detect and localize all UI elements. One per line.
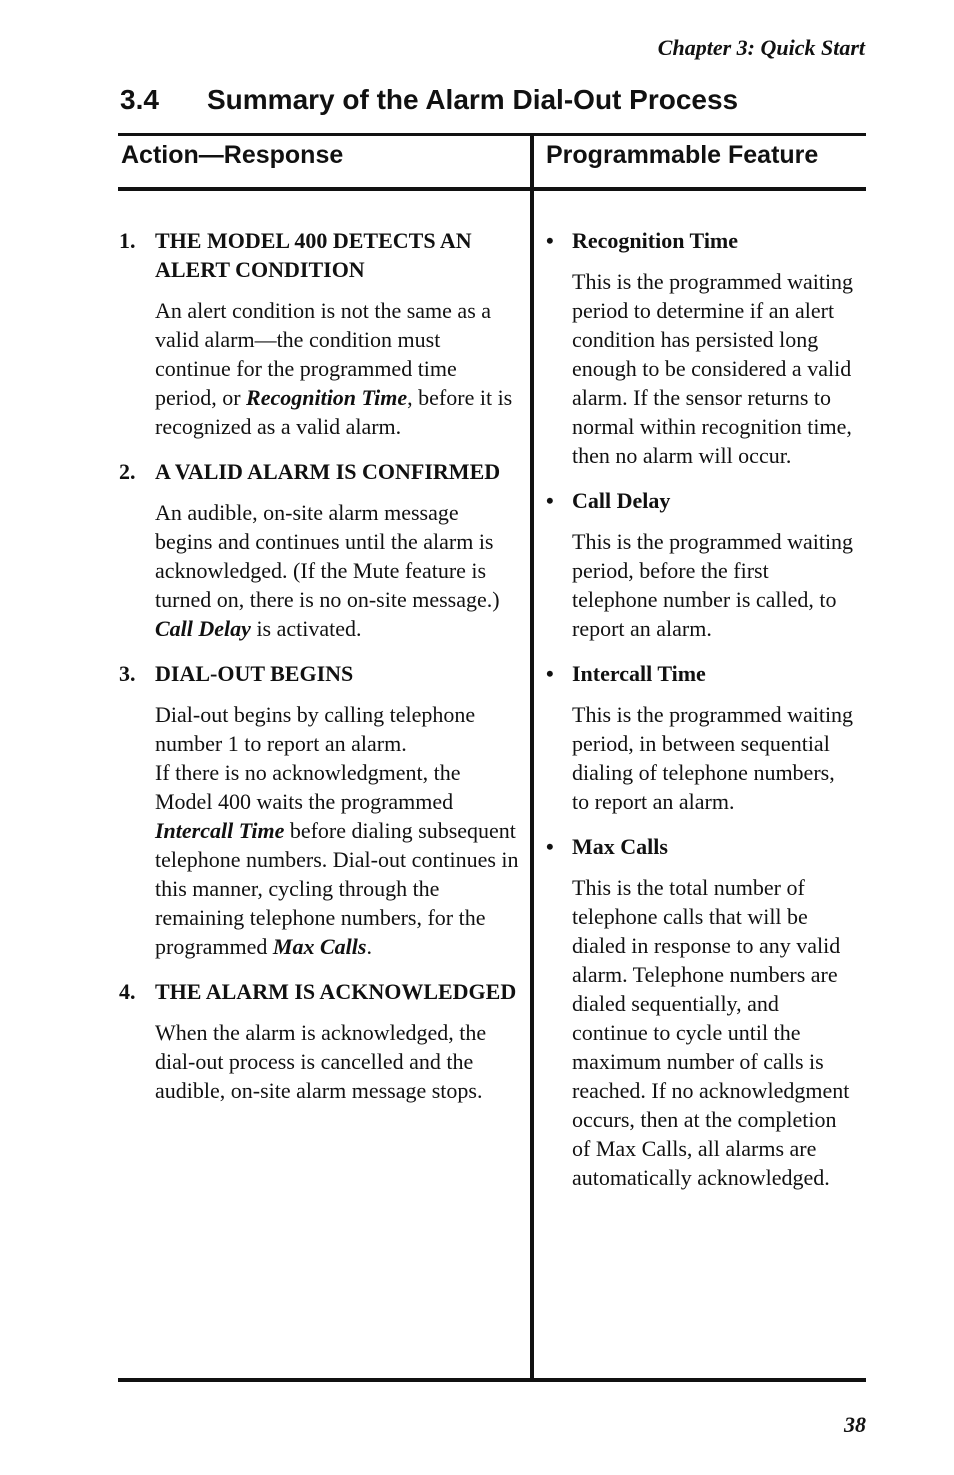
text-run: . xyxy=(366,934,372,959)
step-title: A VALID ALARM IS CONFIRMED xyxy=(155,459,501,484)
step-number: 3. xyxy=(119,661,136,686)
section-title: Summary of the Alarm Dial-Out Process xyxy=(207,84,739,115)
feature-description: This is the programmed waiting period to determine if an alert condition has persisted long enough to be considered a valid alarm. If the sensor returns to normal within recognition time, then no alarm will occur. xyxy=(572,269,854,468)
emphasis-term: Recognition Time xyxy=(246,385,408,410)
action-response-column xyxy=(119,226,519,1121)
step-4 xyxy=(119,977,519,1105)
running-head: Chapter 3: Quick Start xyxy=(657,35,865,60)
step-paragraph xyxy=(155,758,519,961)
step-title: THE MODEL 400 DETECTS AN ALERT CONDITION xyxy=(155,228,472,282)
bullet-icon: • xyxy=(546,834,554,859)
feature-max-calls xyxy=(546,832,856,1192)
step-1 xyxy=(119,226,519,441)
column-header-programmable-feature: Programmable Feature xyxy=(546,141,819,169)
step-heading xyxy=(119,659,519,688)
section-heading xyxy=(120,84,738,116)
step-3 xyxy=(119,659,519,961)
emphasis-term: Call Delay xyxy=(155,616,251,641)
step-paragraph: Dial-out begins by calling telephone number 1 to report an alarm. xyxy=(155,702,476,756)
column-header-action-response: Action—Response xyxy=(121,141,344,169)
step-number: 4. xyxy=(119,979,136,1004)
column-divider xyxy=(530,135,534,1381)
emphasis-term: Max Calls xyxy=(272,934,367,959)
text-run: If there is no acknowledgment, the Model 400 waits the programmed xyxy=(155,760,461,814)
feature-title: Recognition Time xyxy=(572,228,739,253)
header-bottom-rule xyxy=(118,187,866,191)
text-run: An audible, on-site alarm message begins and continues until the alarm is acknowledged. (If the Mute feature is turned on, there is no on-site message.) xyxy=(155,500,500,612)
step-paragraph xyxy=(155,296,519,441)
text-run: is activated. xyxy=(250,616,362,641)
step-heading xyxy=(119,977,519,1006)
step-title: DIAL-OUT BEGINS xyxy=(155,661,354,686)
programmable-feature-column xyxy=(546,226,856,1208)
section-number: 3.4 xyxy=(120,84,159,115)
feature-call-delay xyxy=(546,486,856,643)
bullet-icon: • xyxy=(546,488,554,513)
step-2 xyxy=(119,457,519,643)
bullet-icon: • xyxy=(546,228,554,253)
feature-heading xyxy=(546,226,856,255)
feature-title: Intercall Time xyxy=(572,661,706,686)
feature-recognition-time xyxy=(546,226,856,470)
text-run: before dialing subsequent telephone numbers. Dial-out continues in this manner, cycling through the remaining telephone numbers, for the programmed xyxy=(155,818,519,959)
text-run: , before it is recognized as a valid alarm. xyxy=(155,385,513,439)
step-title: THE ALARM IS ACKNOWLEDGED xyxy=(155,979,517,1004)
step-body xyxy=(155,1018,519,1105)
page-number: 38 xyxy=(844,1412,866,1437)
feature-heading xyxy=(546,486,856,515)
step-paragraph: When the alarm is acknowledged, the dial-out process is cancelled and the audible, on-site alarm message stops. xyxy=(155,1020,487,1103)
step-number: 1. xyxy=(119,228,136,253)
table-bottom-rule xyxy=(118,1378,866,1382)
feature-description: This is the programmed waiting period, in between sequential dialing of telephone numbers, to report an alarm. xyxy=(572,702,854,814)
bullet-icon: • xyxy=(546,661,554,686)
step-heading xyxy=(119,226,519,284)
step-paragraph xyxy=(155,498,519,643)
emphasis-term: Intercall Time xyxy=(155,818,285,843)
feature-description: This is the total number of telephone calls that will be dialed in response to any valid alarm. Telephone numbers are dialed sequentially, and continue to cycle until the maximum number of calls is reached. If no acknowledgment occurs, then at the completion of Max Calls, all alarms are automatically acknowledged. xyxy=(572,875,850,1190)
step-body xyxy=(155,498,519,643)
feature-title: Max Calls xyxy=(572,834,668,859)
feature-heading xyxy=(546,659,856,688)
table-top-rule xyxy=(118,133,866,136)
feature-heading xyxy=(546,832,856,861)
feature-title: Call Delay xyxy=(572,488,671,513)
feature-intercall-time xyxy=(546,659,856,816)
step-body xyxy=(155,296,519,441)
feature-description: This is the programmed waiting period, before the first telephone number is called, to report an alarm. xyxy=(572,529,854,641)
step-heading xyxy=(119,457,519,486)
step-body xyxy=(155,700,519,961)
step-number: 2. xyxy=(119,459,136,484)
text-run: An alert condition is not the same as a valid alarm—the condition must continue for the programmed time period, or xyxy=(155,298,492,410)
